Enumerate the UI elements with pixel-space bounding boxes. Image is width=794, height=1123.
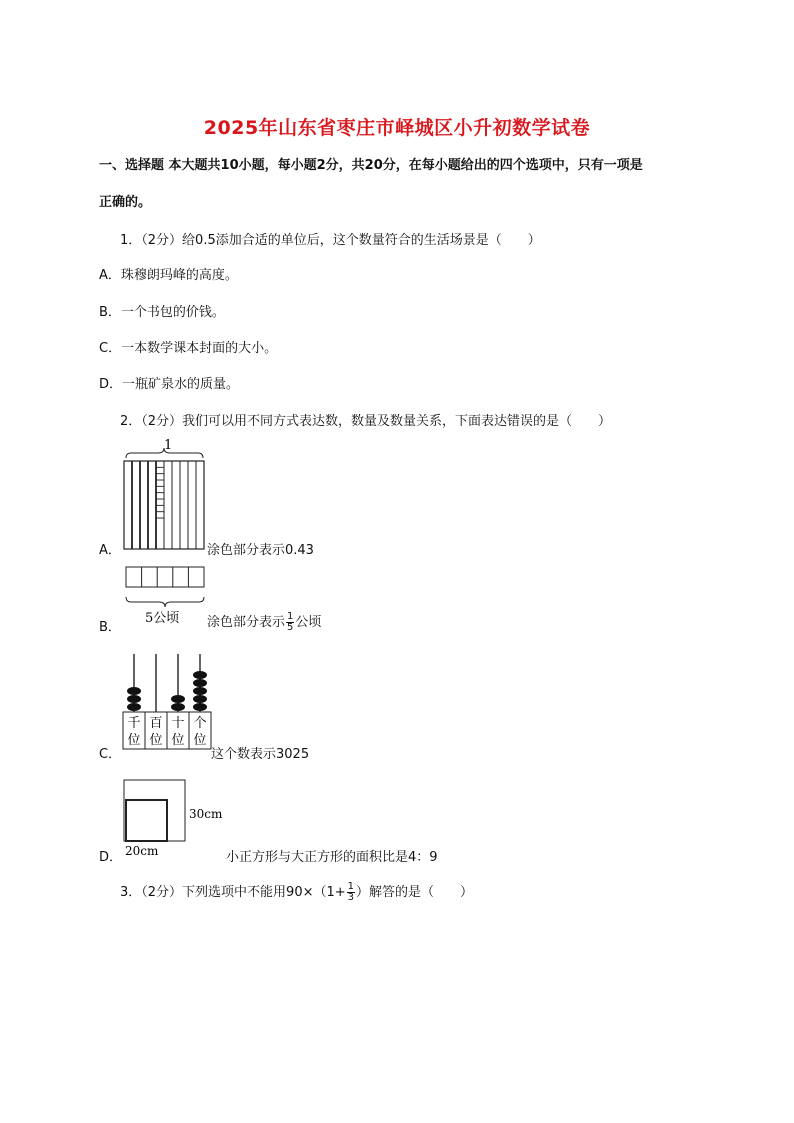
abacus-bead (193, 703, 207, 711)
option-label: C． (99, 747, 122, 762)
question-2-stem: 2．（2分）我们可以用不同方式表达数，数量及数量关系，下面表达错误的是（ ） (120, 414, 612, 429)
q2-a-grid-figure (118, 436, 218, 554)
q2-b-squares-figure (120, 563, 220, 627)
q1-option-a (99, 264, 238, 283)
q2-option-c (99, 743, 121, 762)
grid-top-label: 1 (164, 438, 173, 453)
big-square (124, 780, 185, 841)
option-label: B． (99, 620, 121, 635)
big-side-label: 30cm (189, 807, 223, 821)
bottom-brace (126, 597, 204, 607)
place-label-char: 百 (149, 716, 163, 731)
question-3-stem (120, 881, 473, 903)
option-label: A． (99, 268, 121, 283)
text-after: 公顷 (295, 615, 322, 630)
place-label-char: 位 (127, 733, 141, 748)
q1-option-c (99, 337, 277, 356)
stem-before: 3．（2分）下列选项中不能用90×（1+ (120, 885, 346, 900)
place-label-char: 位 (149, 733, 163, 748)
small-side-label: 20cm (125, 844, 159, 858)
section-heading-line2: 正确的。 (99, 195, 152, 210)
option-label: A． (99, 543, 121, 558)
text-before: 涂色部分表示 (207, 615, 286, 630)
question-1-stem: 1．（2分）给0.5添加合适的单位后，这个数量符合的生活场景是（ ） (120, 233, 541, 248)
fraction-numerator: 1 (347, 881, 355, 892)
q1-option-b (99, 301, 225, 320)
option-text: 珠穆朗玛峰的高度。 (120, 268, 238, 283)
fraction-numerator: 1 (287, 611, 294, 622)
five-squares (126, 567, 204, 587)
section-heading-line1: 一、选择题 本大题共10小题，每小题2分，共20分，在每小题给出的四个选项中，只有一项是 (99, 158, 643, 173)
small-square (126, 800, 167, 841)
option-label: B． (99, 305, 121, 320)
stem-after: ）解答的是（ ） (356, 885, 474, 900)
option-text: 一瓶矿泉水的质量。 (122, 377, 240, 392)
option-text: 一本数学课本封面的大小。 (121, 341, 278, 356)
q2-c-abacus-figure (120, 652, 214, 752)
option-label: C． (99, 341, 122, 356)
q1-option-d (99, 373, 239, 392)
abacus-bead (193, 671, 207, 679)
abacus-bead (193, 679, 207, 687)
place-label-char: 位 (193, 733, 207, 748)
place-label-char: 位 (171, 733, 185, 748)
abacus-bead (193, 695, 207, 703)
q2-option-a-text: 涂色部分表示0.43 (207, 543, 314, 558)
abacus-bead (171, 695, 185, 703)
place-label-char: 十 (171, 716, 185, 731)
top-brace (126, 448, 203, 458)
option-label: D． (99, 850, 123, 865)
q2-option-c-text: 这个数表示3025 (211, 747, 310, 762)
abacus-bead (127, 703, 141, 711)
abacus-bead (127, 687, 141, 695)
abacus-bead (127, 695, 141, 703)
q2-option-a (99, 539, 121, 558)
abacus (123, 654, 211, 749)
page-title: 2025年山东省枣庄市峄城区小升初数学试卷 (203, 117, 591, 139)
option-label: D． (99, 377, 123, 392)
option-text: 一个书包的价钱。 (120, 305, 225, 320)
hundred-grid (124, 461, 204, 549)
abacus-bead (193, 687, 207, 695)
q2-option-d (99, 846, 122, 865)
q2-option-b (99, 616, 121, 635)
place-label-char: 千 (127, 716, 141, 731)
abacus-bead (171, 703, 185, 711)
place-label-char: 个 (193, 716, 207, 731)
fraction-denominator: 5 (287, 622, 294, 633)
fraction-denominator: 3 (347, 892, 355, 903)
q2-option-d-text: 小正方形与大正方形的面积比是4：9 (226, 850, 438, 865)
squares-bottom-label: 5公顷 (145, 611, 180, 626)
q2-option-b-text (207, 611, 321, 633)
q2-d-squares-figure (120, 776, 230, 860)
